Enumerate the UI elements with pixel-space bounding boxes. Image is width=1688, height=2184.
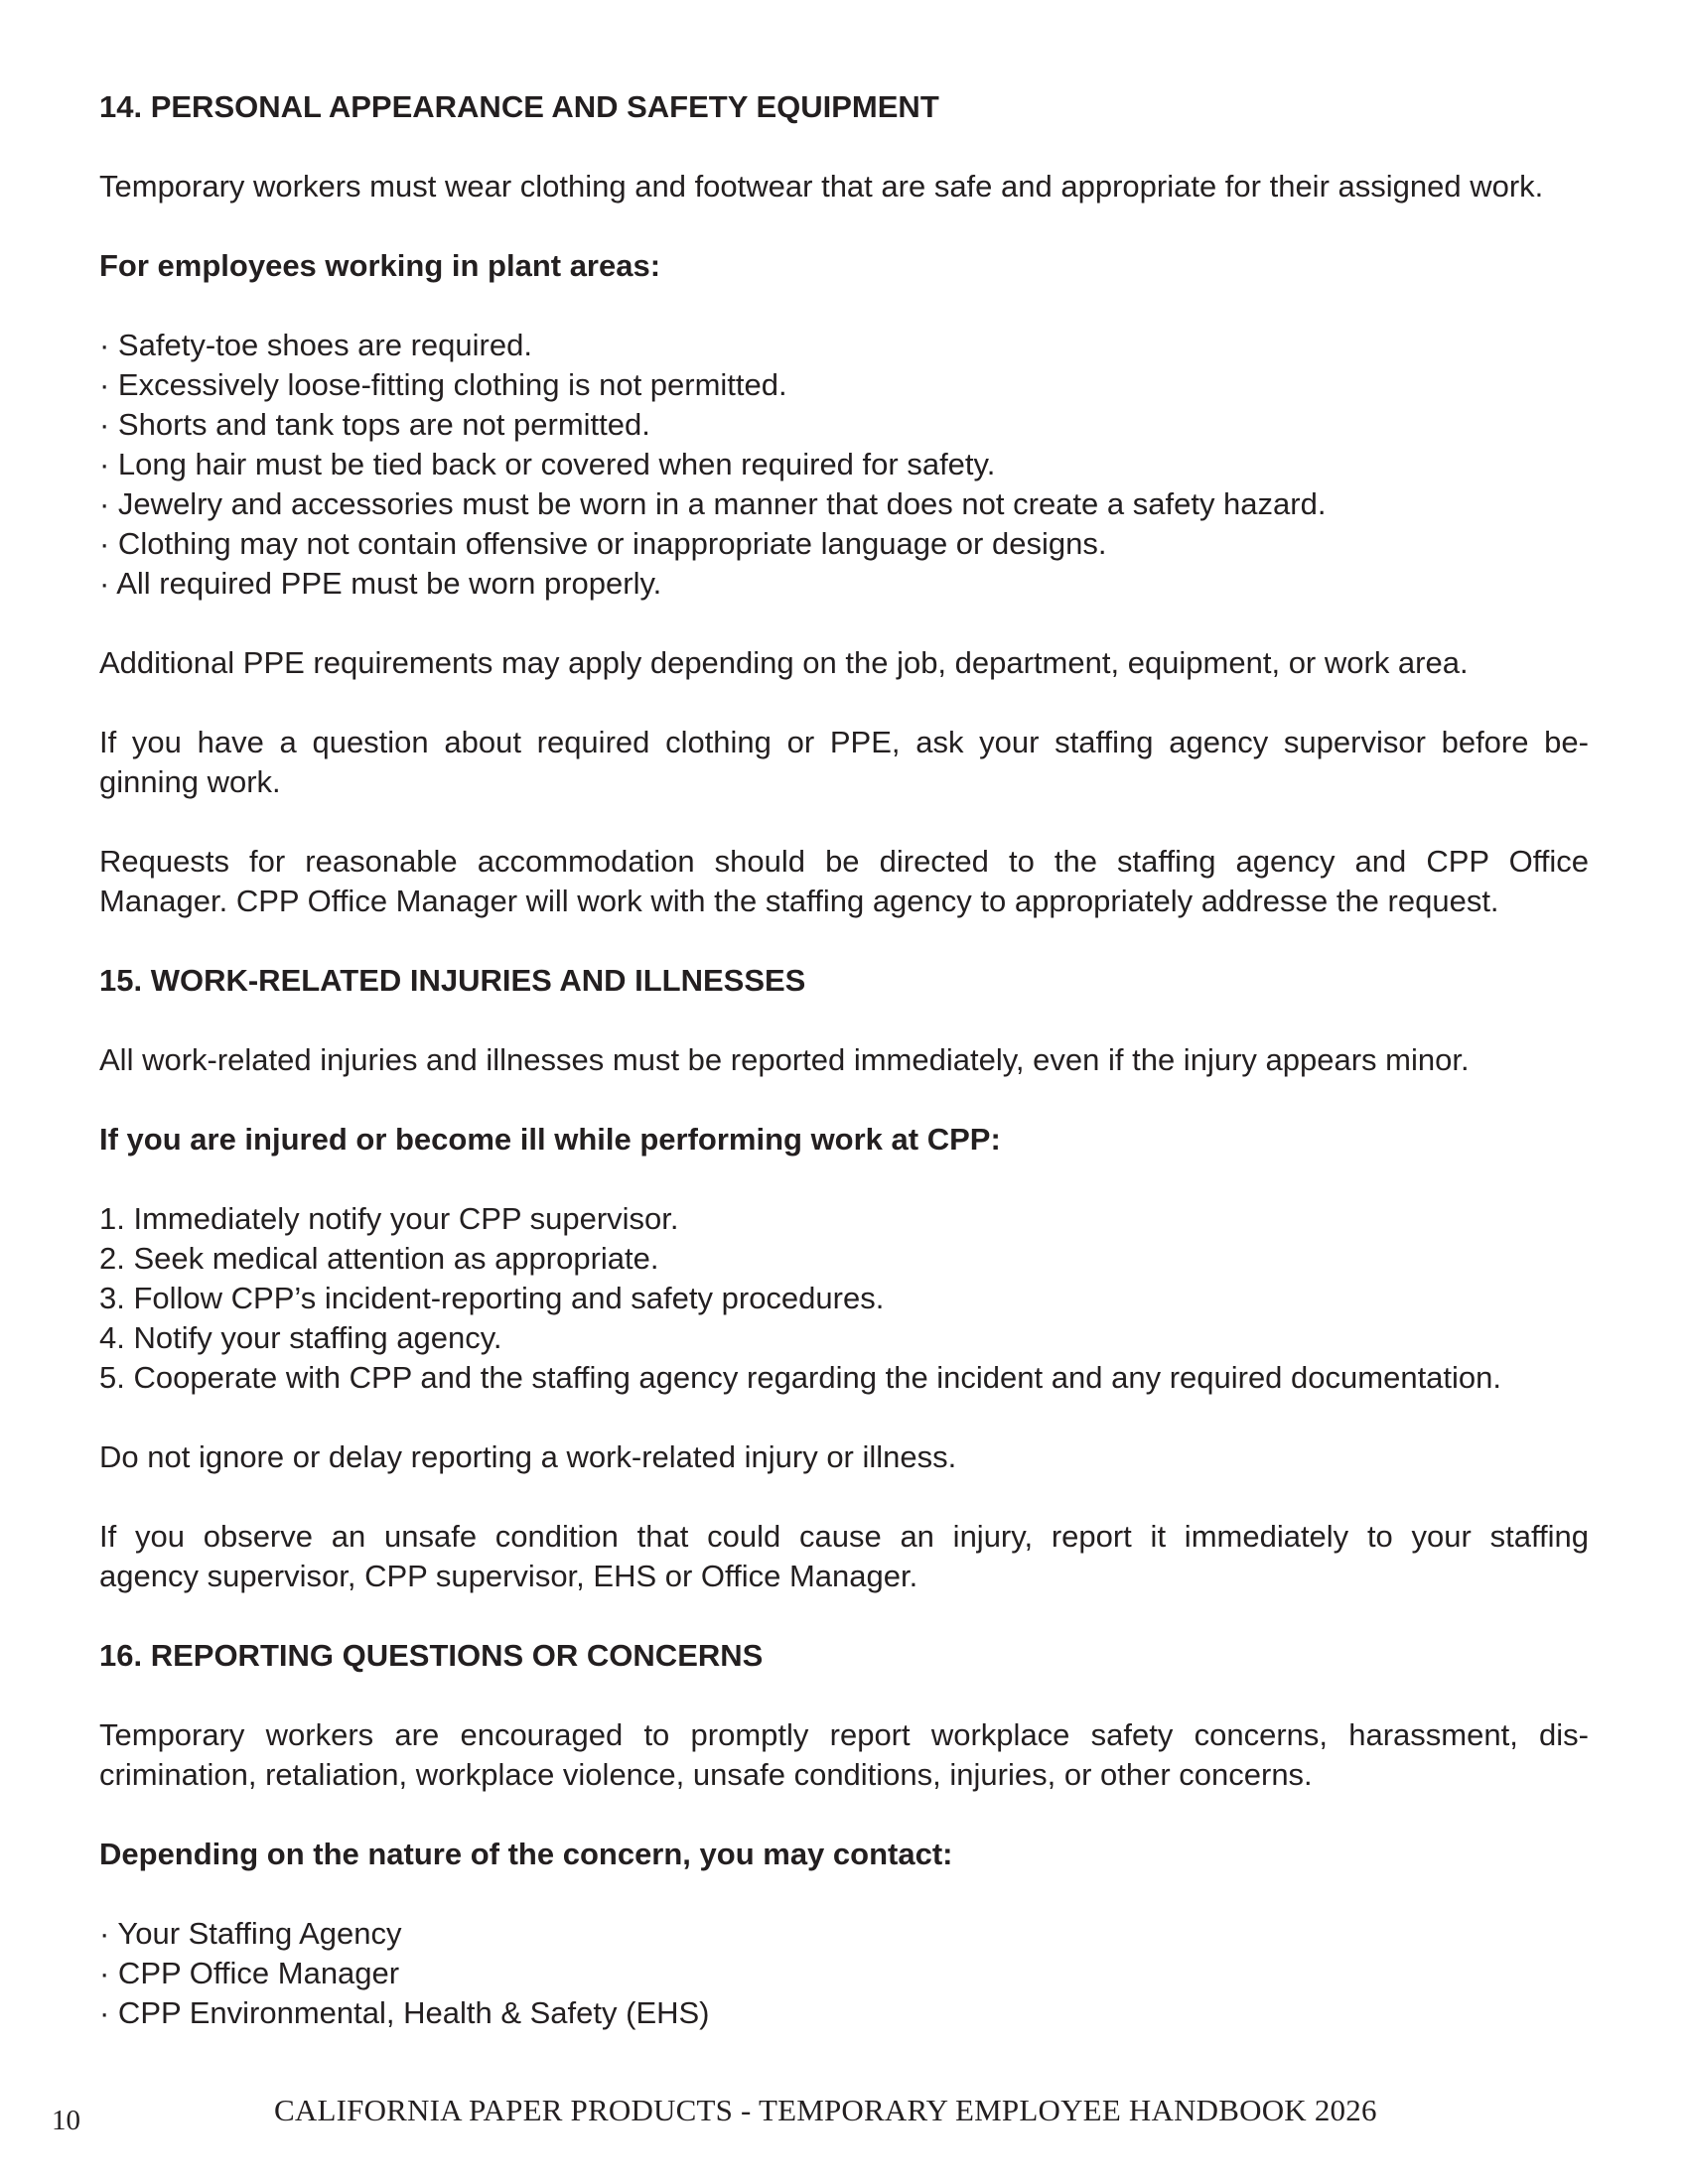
list-item: · Shorts and tank tops are not permitted. xyxy=(99,407,650,442)
document-page xyxy=(99,87,1589,2033)
paragraph-line: crimination, retaliation, workplace violence, unsafe conditions, injuries, or other concerns. xyxy=(99,1757,1313,1792)
section-15-intro: All work-related injuries and illnesses must be reported immediately, even if the injury appears minor. xyxy=(99,1042,1470,1077)
paragraph-line: Temporary workers are encouraged to promptly report workplace safety concerns, harassment, dis- xyxy=(99,1717,1589,1752)
section-16-intro xyxy=(99,1715,1589,1795)
section-16-heading: 16. REPORTING QUESTIONS OR CONCERNS xyxy=(99,1638,764,1673)
section-15-subhead: If you are injured or become ill while performing work at CPP: xyxy=(99,1122,1001,1157)
list-item: · Jewelry and accessories must be worn in a manner that does not create a safety hazard. xyxy=(99,486,1327,521)
page-footer xyxy=(0,2093,1688,2136)
list-item: · CPP Office Manager xyxy=(99,1956,400,1990)
paragraph-line: If you observe an unsafe condition that could cause an injury, report it immediately to your staffing xyxy=(99,1519,1589,1554)
contacts-list xyxy=(99,1914,1589,2033)
section-14-heading: 14. PERSONAL APPEARANCE AND SAFETY EQUIPMENT xyxy=(99,89,939,124)
ppe-question-paragraph xyxy=(99,723,1589,802)
paragraph-line: agency supervisor, CPP supervisor, EHS or Office Manager. xyxy=(99,1559,918,1593)
paragraph-line: If you have a question about required clothing or PPE, ask your staffing agency supervisor before be- xyxy=(99,725,1589,759)
list-item: · Long hair must be tied back or covered when required for safety. xyxy=(99,447,996,481)
injury-steps-list xyxy=(99,1199,1589,1398)
reporting-delay-paragraph: Do not ignore or delay reporting a work-related injury or illness. xyxy=(99,1439,957,1474)
list-item: 1. Immediately notify your CPP supervisor. xyxy=(99,1201,679,1236)
section-14-subhead: For employees working in plant areas: xyxy=(99,248,661,283)
list-item: · All required PPE must be worn properly. xyxy=(99,566,662,601)
paragraph-line: ginning work. xyxy=(99,764,281,799)
section-15-heading: 15. WORK-RELATED INJURIES AND ILLNESSES xyxy=(99,963,806,998)
page-number: 10 xyxy=(52,2105,80,2136)
list-item: 4. Notify your staffing agency. xyxy=(99,1320,502,1355)
list-item: · Safety-toe shoes are required. xyxy=(99,328,532,362)
footer-title: CALIFORNIA PAPER PRODUCTS - TEMPORARY EMPLOYEE HANDBOOK 2026 xyxy=(274,2093,1377,2127)
plant-area-rules-list xyxy=(99,326,1589,604)
paragraph-line: Requests for reasonable accommodation should be directed to the staffing agency and CPP Office xyxy=(99,844,1589,879)
list-item: 5. Cooperate with CPP and the staffing agency regarding the incident and any required documentation. xyxy=(99,1360,1502,1395)
list-item: · Your Staffing Agency xyxy=(99,1916,402,1951)
paragraph-line: Manager. CPP Office Manager will work with the staffing agency to appropriately addresse the request. xyxy=(99,884,1499,918)
unsafe-condition-paragraph xyxy=(99,1517,1589,1596)
list-item: 3. Follow CPP’s incident-reporting and safety procedures. xyxy=(99,1281,885,1315)
list-item: · Clothing may not contain offensive or inappropriate language or designs. xyxy=(99,526,1107,561)
accommodation-paragraph xyxy=(99,842,1589,921)
list-item: 2. Seek medical attention as appropriate. xyxy=(99,1241,659,1276)
list-item: · CPP Environmental, Health & Safety (EHS) xyxy=(99,1995,710,2030)
section-14-intro: Temporary workers must wear clothing and footwear that are safe and appropriate for their assigned work. xyxy=(99,169,1544,204)
section-16-subhead: Depending on the nature of the concern, you may contact: xyxy=(99,1837,953,1871)
ppe-requirements-paragraph: Additional PPE requirements may apply depending on the job, department, equipment, or work area. xyxy=(99,645,1469,680)
list-item: · Excessively loose-fitting clothing is not permitted. xyxy=(99,367,787,402)
